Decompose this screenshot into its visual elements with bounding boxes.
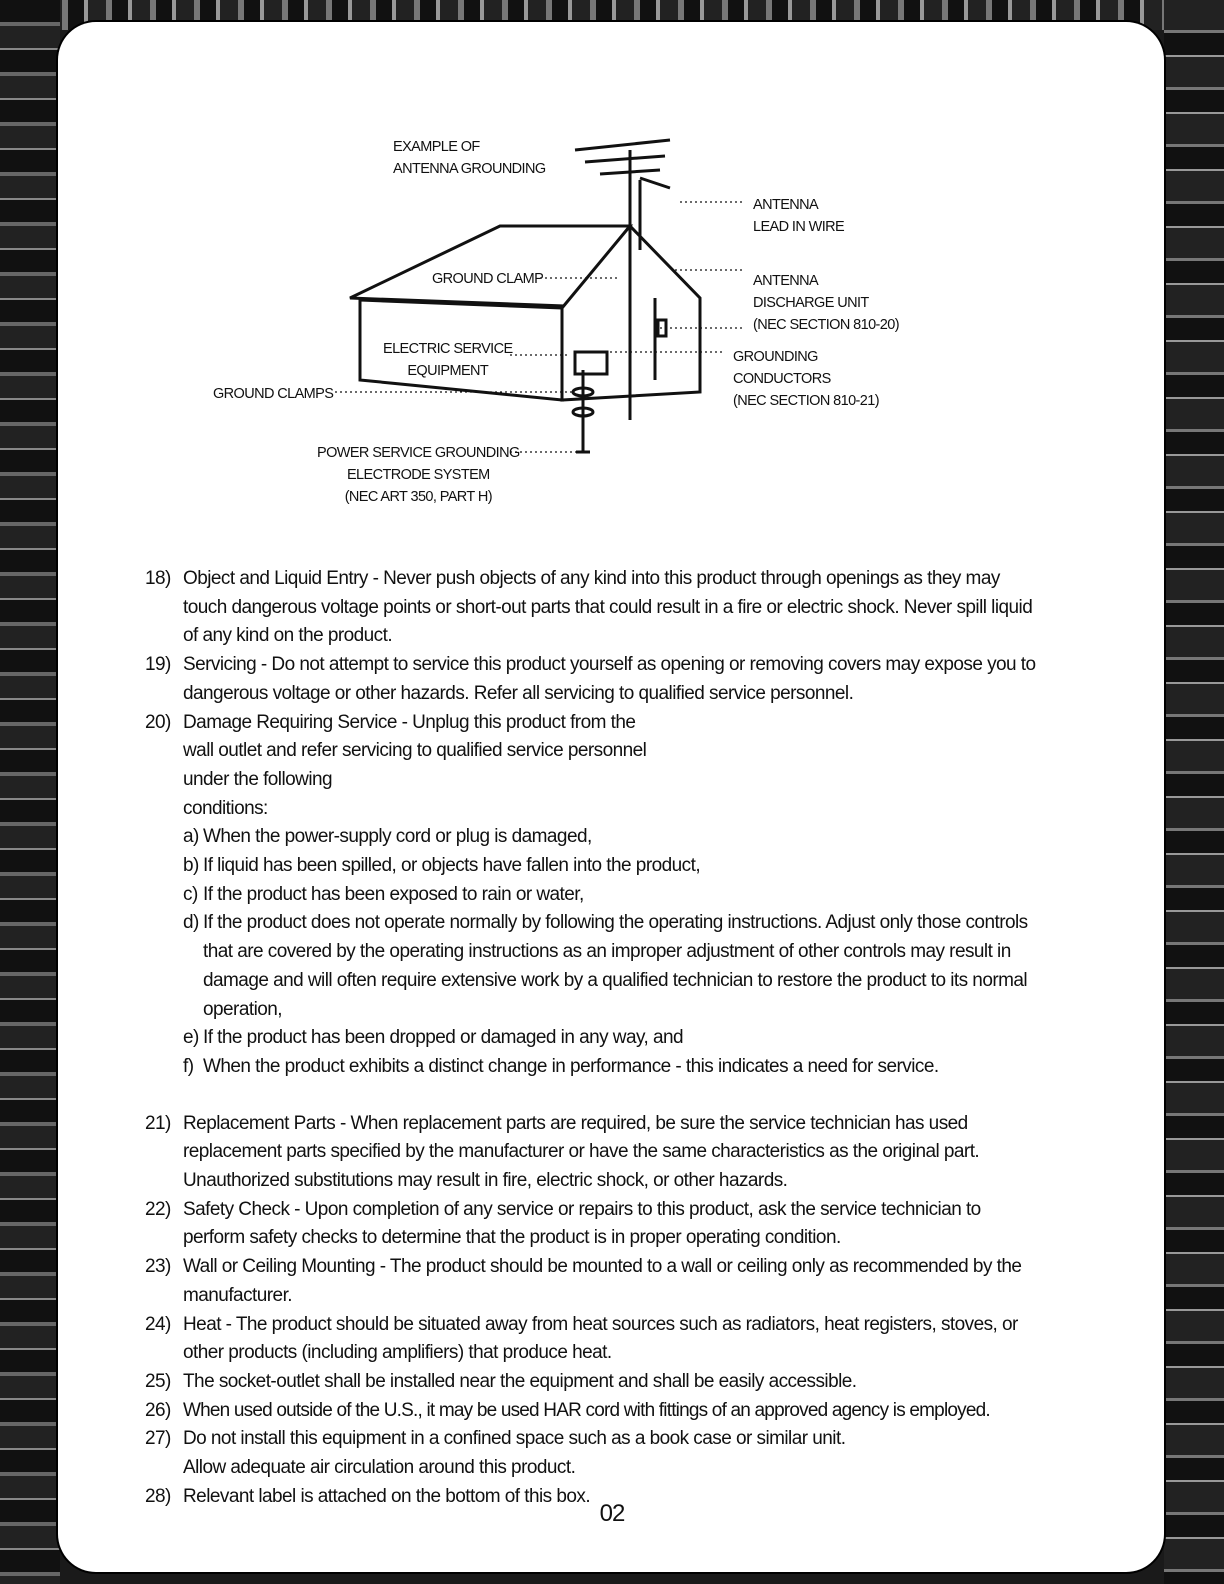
item-text: Wall or Ceiling Mounting - The product should be mounted to a wall or ceiling only as recommended by the manufacturer. [183, 1256, 1022, 1306]
list-item-21 [145, 1110, 1045, 1196]
item-text: The socket-outlet shall be installed near the equipment and shall be easily accessible. [183, 1370, 857, 1392]
sub-text: If the product has been dropped or damaged in any way, and [203, 1027, 684, 1049]
list-item-24 [145, 1311, 1045, 1368]
scan-border-right [1164, 0, 1224, 1584]
sub-letter: d) [183, 912, 199, 934]
item-text: Relevant label is attached on the bottom of this box. [183, 1485, 591, 1507]
list-item-23 [145, 1253, 1045, 1310]
sub-text: If the product does not operate normally by following the operating instructions. Adjust only those controls that are covered by the operating instructions as an improper adjustment of other controls may result in damage and will often require extensive work by a qualified technician to restore the product to its normal operation, [203, 912, 1028, 1020]
list-item-19 [145, 651, 1045, 708]
sub-text: When the product exhibits a distinct change in performance - this indicates a need for service. [203, 1055, 939, 1077]
sub-letter: a) [183, 826, 199, 848]
antenna-discharge-label: ANTENNA DISCHARGE UNIT (NEC SECTION 810-20) [753, 273, 899, 333]
item-text: Heat - The product should be situated away from heat sources such as radiators, heat registers, stoves, or other products (including amplifiers) that produce heat. [183, 1313, 1018, 1364]
list-item-26 [145, 1397, 1045, 1426]
item-text: Safety Check - Upon completion of any service or repairs to this product, ask the service technician to perform safety checks to determine that the product is in proper operating condition. [183, 1198, 981, 1249]
item-number: 24) [145, 1313, 171, 1335]
item-number: 21) [145, 1112, 171, 1134]
item-text: Damage Requiring Service - Unplug this product from the wall outlet and refer servicing to qualified service personnel under the following [183, 711, 647, 790]
scan-border-left [0, 0, 60, 1584]
sub-text: If liquid has been spilled, or objects have fallen into the product, [203, 855, 701, 877]
sub-item-e [145, 1024, 1045, 1053]
item-number: 20) [145, 711, 171, 733]
item-number: 25) [145, 1370, 171, 1392]
grounding-conductors-label: GROUNDING CONDUCTORS (NEC SECTION 810-21) [733, 349, 879, 409]
antenna-grounding-diagram [200, 130, 920, 520]
list-item-20 [145, 709, 1045, 824]
ground-clamp-label: GROUND CLAMP [432, 271, 544, 287]
list-item-22 [145, 1196, 1045, 1253]
sub-text: If the product has been exposed to rain or water, [203, 883, 584, 905]
item-text: When used outside of the U.S., it may be used HAR cord with fittings of an approved agency is employed. [183, 1399, 990, 1421]
list-item-18 [145, 565, 1045, 651]
antenna-lead-in-label: ANTENNA LEAD IN WIRE [753, 197, 845, 235]
page-number: 02 [599, 1500, 625, 1527]
item-text: Do not install this equipment in a confined space such as a book case or similar unit. [183, 1428, 846, 1450]
sub-item-a [145, 823, 1045, 852]
item-text-block [183, 709, 1045, 824]
sub-item-c [145, 881, 1045, 910]
sub-letter: b) [183, 855, 199, 877]
item-text: Object and Liquid Entry - Never push objects of any kind into this product through openings as they may touch dangerous voltage points or short-out parts that could result in a fire or electric shock. Never spill liquid of any kind on the product. [183, 568, 1033, 647]
safety-instructions-list [145, 565, 1045, 1512]
power-service-label: POWER SERVICE GROUNDING ELECTRODE SYSTEM (NEC ART 350, PART H) [317, 445, 520, 505]
item-text-continued: Allow adequate air circulation around this product. [183, 1457, 576, 1479]
item-number: 27) [145, 1428, 171, 1450]
diagram-title: EXAMPLE OF ANTENNA GROUNDING [393, 139, 546, 177]
item-text-continued: conditions: [183, 797, 268, 819]
item-number: 26) [145, 1399, 171, 1421]
item-text: Replacement Parts - When replacement parts are required, be sure the service technician has used replacement parts specified by the manufacturer or have the same characteristics as the original part. Unauthorized substitutions may result in fire, electric shock, or other hazards. [183, 1112, 980, 1192]
ground-clamps-label: GROUND CLAMPS [213, 386, 334, 402]
item-text: Servicing - Do not attempt to service this product yourself as opening or removing covers may expose you to dangerous voltage or other hazards. Refer all servicing to qualified service personnel. [183, 654, 1036, 704]
sub-item-f [145, 1053, 1045, 1082]
sub-item-b [145, 852, 1045, 881]
sub-letter: f) [183, 1055, 194, 1077]
sub-text: When the power-supply cord or plug is damaged, [203, 826, 592, 848]
item-number: 23) [145, 1256, 171, 1278]
item-text-block [183, 1425, 1045, 1482]
electric-service-label: ELECTRIC SERVICE EQUIPMENT [383, 341, 513, 379]
sub-item-d [145, 909, 1045, 1024]
item-number: 19) [145, 654, 171, 676]
section-gap [145, 1082, 1045, 1110]
sub-letter: c) [183, 883, 198, 905]
sub-letter: e) [183, 1027, 199, 1049]
list-item-25 [145, 1368, 1045, 1397]
item-number: 18) [145, 568, 171, 589]
list-item-27 [145, 1425, 1045, 1482]
item-number: 22) [145, 1198, 171, 1220]
item-number: 28) [145, 1485, 171, 1507]
